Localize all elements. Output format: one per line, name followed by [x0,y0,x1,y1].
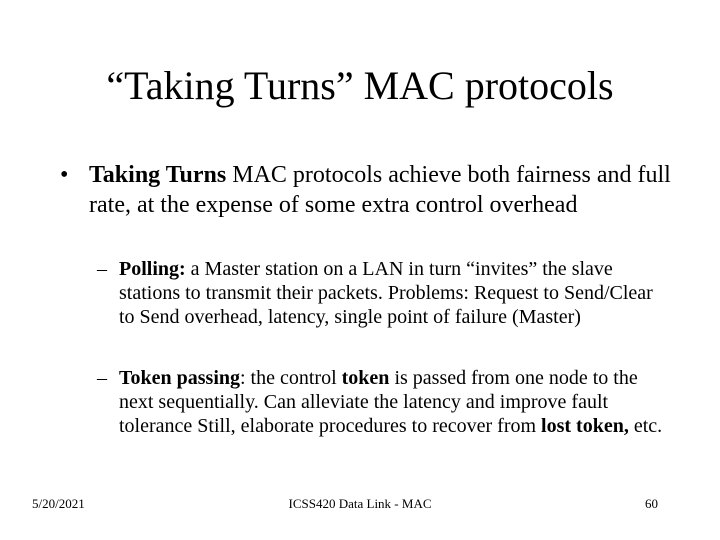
token-bold: token [341,367,390,389]
sub-bullet-text [119,257,667,329]
bullet-body: MAC protocols achieve both fairness and full rate, at the expense of some extra control overhead [89,162,671,218]
sub-bullet-marker: – [97,367,107,389]
sub-bullet-token-passing [97,366,667,438]
polling-body: a Master station on a LAN in turn “invites” the slave stations to transmit their packets. Problems: Request to Send/Clear to Send overhead, latency, single point of failure (Master) [119,258,653,328]
slide-title: “Taking Turns” MAC protocols [106,63,614,108]
lost-token-bold: lost token, [541,415,629,437]
token-passing-body-c: etc. [628,415,663,437]
sub-bullet-marker: – [97,258,107,280]
bullet-text [89,160,680,220]
footer-date: 5/20/2021 [32,496,85,511]
bullet-taking-turns [60,160,680,220]
footer-page-number: 60 [645,496,658,511]
token-passing-bold-lead: Token passing [119,367,240,389]
token-passing-body-a: : the control [240,367,342,389]
sub-bullet-polling [97,257,667,329]
footer-title: ICSS420 Data Link - MAC [288,496,432,511]
bullet-bold-lead: Taking Turns [89,162,227,188]
token-passing-body-b: is passed from one node to the next sequentially. Can alleviate the latency and improve fault tolerance Still, elaborate procedures to recover from [119,367,638,437]
polling-bold-lead: Polling: [119,258,186,280]
sub-bullet-text [119,366,667,438]
bullet-marker: • [60,162,69,188]
